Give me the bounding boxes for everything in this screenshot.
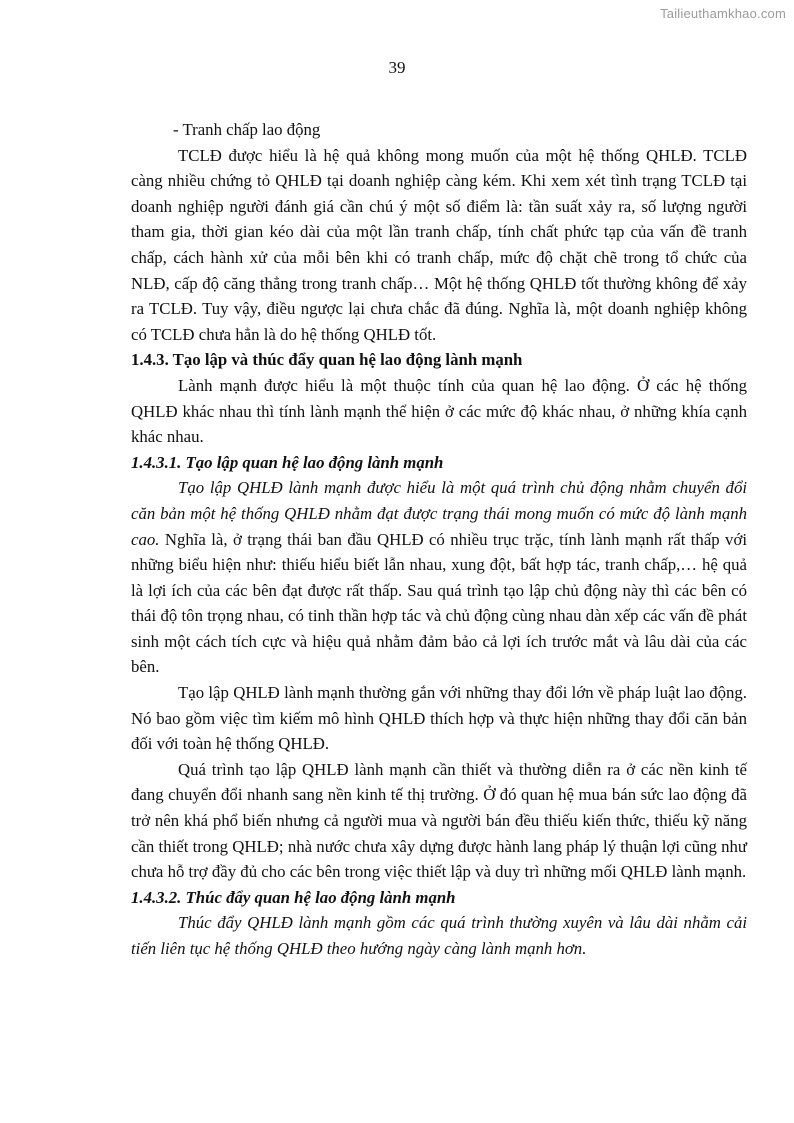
paragraph-lanh-manh: Lành mạnh được hiểu là một thuộc tính của quan hệ lao động. Ở các hệ thống QHLĐ khác nhau thì tính lành mạnh thể hiện ở các mức độ khác nhau, ở những khía cạnh khác nhau. (131, 375, 747, 447)
bullet-item: - Tranh chấp lao động (173, 120, 321, 139)
subsection-heading-1-4-3-2: 1.4.3.2. Thúc đẩy quan hệ lao động lành mạnh (131, 887, 456, 907)
paragraph-thuc-day: Thúc đẩy QHLĐ lành mạnh gồm các quá trình thường xuyên và lâu dài nhằm cải tiến liên tục hệ thống QHLĐ theo hướng ngày càng lành mạnh hơn. (131, 913, 747, 958)
section-heading-1-4-3: 1.4.3. Tạo lập và thúc đẩy quan hệ lao động lành mạnh (131, 350, 523, 370)
paragraph-qua-trinh: Quá trình tạo lập QHLĐ lành mạnh cần thiết và thường diễn ra ở các nền kinh tế đang chuyển đổi nhanh sang nền kinh tế thị trường. Ở đó quan hệ mua bán sức lao động đã trở nên khá phổ biến nhưng cả người mua và người bán đều thiếu kiến thức, thiếu kỹ năng cần thiết trong QHLĐ; nhà nước chưa xây dựng được hành lang pháp lý thuận lợi cũng như chưa hỗ trợ đầy đủ cho các bên trong việc thiết lập và duy trì những mối QHLĐ lành mạnh. (131, 759, 747, 882)
paragraph-phap-luat: Tạo lập QHLĐ lành mạnh thường gắn với những thay đổi lớn về pháp luật lao động. Nó bao gồm việc tìm kiếm mô hình QHLĐ thích hợp và thực hiện những thay đổi căn bản đối với toàn hệ thống QHLĐ. (131, 683, 747, 754)
definition-tao-lap: Tạo lập QHLĐ lành mạnh được hiểu là một quá trình chủ động nhằm chuyển đổi căn bản một hệ thống QHLĐ nhằm đạt được trạng thái mong muốn có mức độ lành mạnh cao. (131, 478, 747, 549)
paragraph-tcld: TCLĐ được hiểu là hệ quả không mong muốn của một hệ thống QHLĐ. TCLĐ càng nhiều chứng tỏ QHLĐ tại doanh nghiệp càng kém. Khi xem xét tình trạng TCLĐ tại doanh nghiệp người đánh giá cần chú ý một số điểm là: tần suất xảy ra, số lượng người tham gia, thời gian kéo dài của một lần tranh chấp, tính chất phức tạp của vấn đề tranh chấp, cách hành xử của mỗi bên khi có tranh chấp, mức độ chặt chẽ trong tổ chức của NLĐ, cấp độ căng thẳng trong tranh chấp… Một hệ thống QHLĐ tốt thường không để xảy ra TCLĐ. Tuy vậy, điều ngược lại chưa chắc đã đúng. Nghĩa là, một doanh nghiệp không có TCLĐ chưa hẳn là do hệ thống QHLĐ tốt. (131, 145, 747, 344)
watermark: Tailieuthamkhao.com (660, 6, 786, 21)
paragraph-tao-lap-rest: Nghĩa là, ở trạng thái ban đầu QHLĐ có nhiều trục trặc, tính lành mạnh rất thấp với những biểu hiện như: thiếu hiểu biết lẫn nhau, xung đột, bất hợp tác, tranh chấp,… hệ quả là lợi ích của các bên đạt được rất thấp. Sau quá trình tạo lập chủ động này thì các bên có thái độ tôn trọng nhau, có tinh thần hợp tác và chủ động cùng nhau dàn xếp các vấn đề phát sinh một cách tích cực và hiệu quả nhằm đảm bảo cả lợi ích trước mắt và lâu dài của các bên. (131, 529, 747, 677)
paragraph-tao-lap (131, 475, 747, 680)
subsection-heading-1-4-3-1: 1.4.3.1. Tạo lập quan hệ lao động lành mạnh (131, 452, 444, 472)
document-body (131, 117, 747, 962)
page-number: 39 (388, 58, 406, 77)
